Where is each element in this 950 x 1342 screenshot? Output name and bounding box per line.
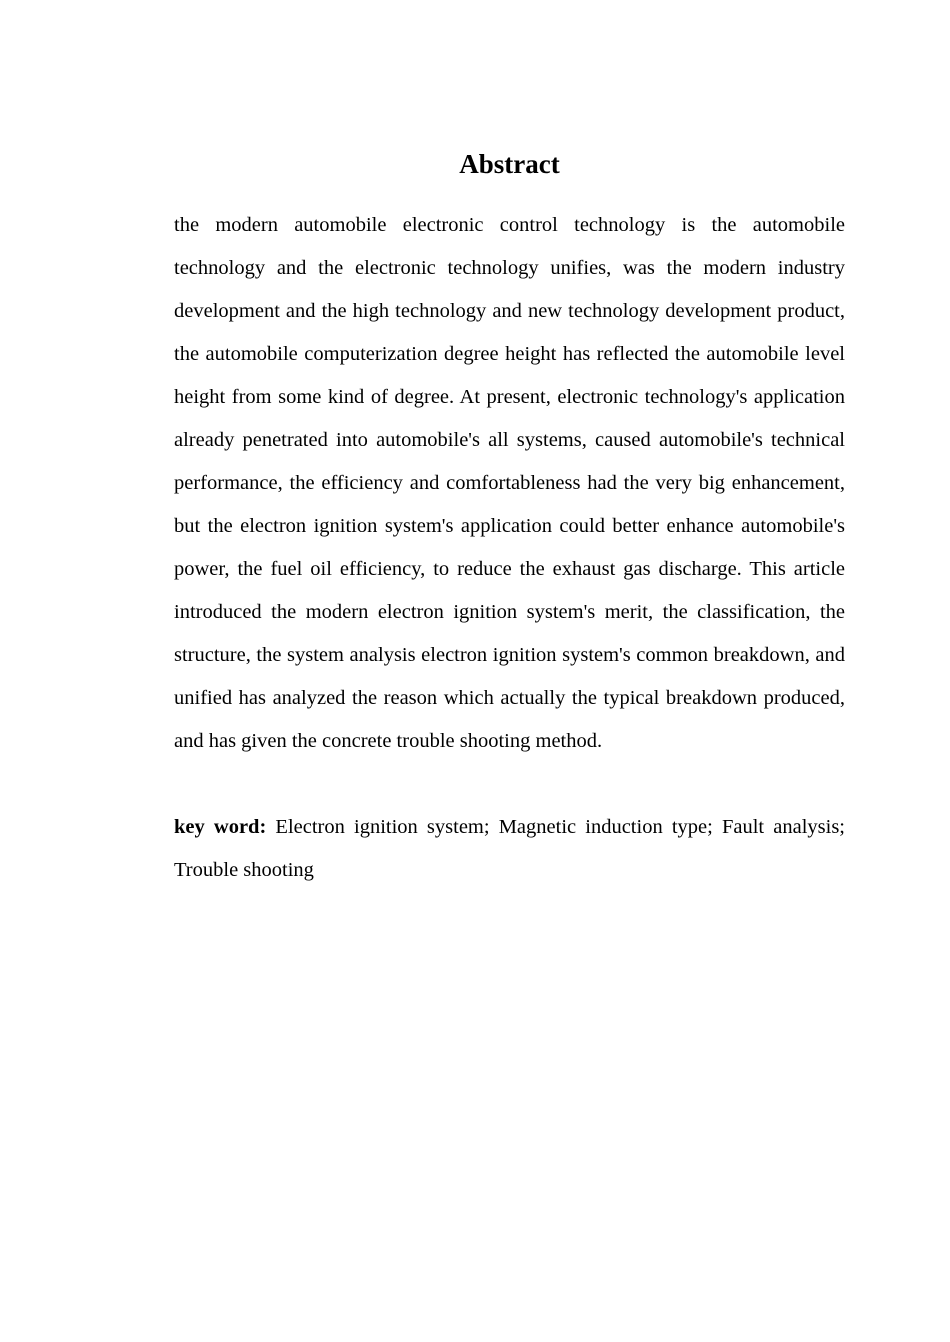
keywords-paragraph — [174, 806, 845, 892]
abstract-title: Abstract — [459, 149, 560, 179]
keywords-label: key word: — [174, 816, 267, 838]
keywords-list: Electron ignition system; Magnetic induction type; Fault analysis; Trouble shooting — [174, 816, 845, 881]
abstract-paragraph: the modern automobile electronic control technology is the automobile technology and the electronic technology unifies, was the modern industry development and the high technology and new technology development product, the automobile computerization degree height has reflected the automobile level height from some kind of degree. At present, electronic technology's application already penetrated into automobile's all systems, caused automobile's technical performance, the efficiency and comfortableness had the very big enhancement, but the electron ignition system's application could better enhance automobile's power, the fuel oil efficiency, to reduce the exhaust gas discharge. This article introduced the modern electron ignition system's merit, the classification, the structure, the system analysis electron ignition system's common breakdown, and unified has analyzed the reason which actually the typical breakdown produced, and has given the concrete trouble shooting method. — [174, 214, 845, 752]
